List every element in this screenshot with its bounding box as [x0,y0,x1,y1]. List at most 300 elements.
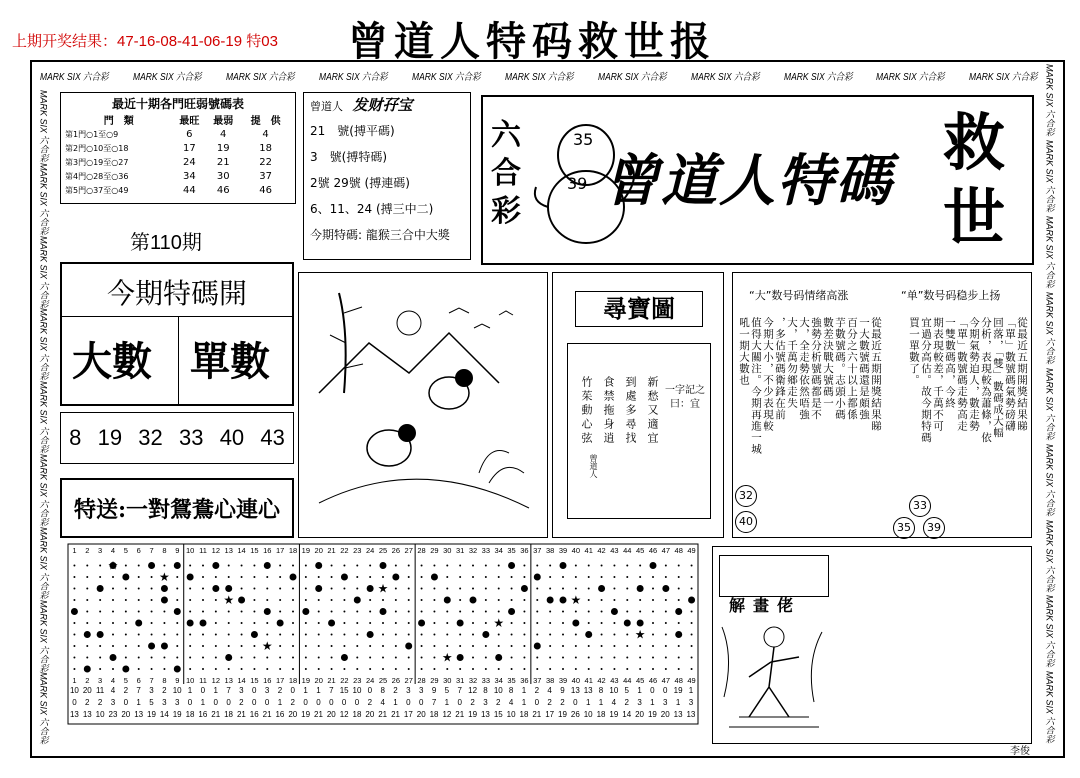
grid-count: 2 [560,698,565,707]
grid-dot [446,588,448,590]
grid-dot [279,634,281,636]
grid-mark [122,574,129,581]
grid-dot [523,634,525,636]
stats-cell: 第3門○19至○27 [65,157,129,167]
logo-number-2: 39 [567,174,588,193]
grid-dot [228,634,230,636]
grid-dot [73,588,75,590]
grid-count: 12 [468,686,478,695]
grid-dot [163,668,165,670]
grid-mark [148,643,155,650]
grid-dot [601,668,603,670]
grid-dot [215,634,217,636]
grid-count: 0 [341,698,347,707]
grid-count: 20 [121,710,131,719]
grid-dot [331,657,333,659]
grid-mark [148,562,155,569]
grid-count: 3 [264,686,270,695]
grid-dot [562,645,564,647]
grid-footer-number: 17 [275,676,285,685]
strip-brand-text: MARK SIX 六合彩 [969,71,1038,83]
grid-dot [408,657,410,659]
grid-dot [626,588,628,590]
grid-dot [382,645,384,647]
grid-count: 9 [431,686,437,695]
grid-mark [277,620,284,627]
grid-star: ★ [261,639,273,653]
grid-count: 2 [367,698,373,707]
grid-count: 0 [290,686,295,695]
grid-number-row [68,710,698,722]
paper-title: 曾道人特码救世报 [348,18,716,65]
fortune-title: 发财孖宝 [352,96,413,114]
grid-mark [187,574,194,581]
grid-dot [562,588,564,590]
grid-count: 20 [660,710,670,719]
strip-brand-text: MARK SIX 六合彩 [1044,291,1055,365]
strip-brand-text: MARK SIX 六合彩 [38,308,49,381]
article-a-column: ，多估號碼衛鋒在前 [774,317,786,421]
article-a-column: 從最近五期開獎結果睇 [870,317,882,432]
grid-count: 7 [226,686,231,695]
grid-dot [382,622,384,624]
grid-dot [523,599,525,601]
grid-dot [202,576,204,578]
stats-cell: 第5門○37至○49 [65,185,129,195]
grid-dot [253,622,255,624]
grid-mark [367,631,374,638]
grid-count: 1 [213,686,218,695]
grid-count: 2 [547,698,552,707]
grid-dot [588,588,590,590]
grid-mark [585,631,592,638]
grid-dot [421,565,423,567]
grid-mark [650,562,657,569]
grid-dot [305,645,307,647]
stats-cell: 24 [182,156,196,168]
grid-mark [84,666,91,673]
grid-header-number: 30 [443,546,452,555]
grid-dot [73,565,75,567]
grid-dot [331,645,333,647]
grid-dot [665,645,667,647]
grid-mark [290,574,297,581]
grid-dot [228,645,230,647]
grid-dot [138,565,140,567]
grid-dot [588,611,590,613]
articles-panel [732,272,1032,538]
grid-footer-number: 21 [327,676,336,685]
grid-dot [279,657,281,659]
grid-mark [637,585,644,592]
grid-dot [266,599,268,601]
grid-header-number: 4 [110,546,116,555]
grid-dot [433,645,435,647]
grid-dot [253,657,255,659]
grid-mark [598,585,605,592]
grid-dot [485,645,487,647]
grid-footer-number: 19 [301,676,311,685]
grid-dot [691,645,693,647]
treasure-title: 尋寶圖 [575,291,703,327]
grid-dot [652,634,654,636]
special-send-text: 特送:一對鴛鴦心連心 [73,496,281,523]
strip-brand-text: MARK SIX 六合彩 [504,71,574,83]
grid-mark [457,654,464,661]
grid-dot [588,576,590,578]
grid-header-number: 5 [123,546,128,555]
grid-dot [86,565,88,567]
logo-title-main: 曾道人特碼 [603,148,893,214]
stats-cell: 44 [182,184,196,196]
grid-dot [536,588,538,590]
grid-dot [86,588,88,590]
grid-dot [343,611,345,613]
grid-count: 7 [431,698,437,707]
stats-row [65,155,291,169]
grid-footer-number: 41 [584,676,593,685]
grid-count: 8 [598,686,604,695]
grid-footer-number: 13 [224,676,233,685]
grid-dot [691,611,693,613]
grid-dot [408,668,410,670]
grid-dot [626,634,628,636]
grid-dot [459,611,461,613]
grid-dot [112,611,114,613]
grid-count: 0 [123,698,129,707]
grid-mark [174,608,181,615]
grid-dot [241,565,243,567]
grid-mark [225,654,232,661]
grid-dot [369,645,371,647]
grid-count: 0 [663,686,668,695]
grid-dot [292,588,294,590]
article-a-column: 今期大小，不少表現較 [762,317,774,432]
grid-dot [189,599,191,601]
grid-dot [86,576,88,578]
grid-footer-number: 29 [430,676,439,685]
grid-mark [238,597,245,604]
grid-dot [138,668,140,670]
grid-footer-number: 12 [211,676,221,685]
grid-dot [253,588,255,590]
grid-mark [611,608,618,615]
grid-count: 26 [570,710,580,719]
grid-mark [675,608,682,615]
grid-count: 18 [224,710,233,719]
grid-header-number: 14 [237,546,246,555]
grid-dot [73,657,75,659]
strip-brand-text: MARK SIX 六合彩 [40,71,109,83]
treasure-hint: 一字記之曰：宜 [665,385,705,410]
logo-panel [481,95,1034,265]
grid-mark [392,574,399,581]
grid-dot [331,634,333,636]
grid-dot [395,634,397,636]
grid-dot [446,611,448,613]
grid-dot [253,611,255,613]
grid-dot [421,645,423,647]
grid-mark [161,643,168,650]
grid-count: 1 [187,686,193,695]
grid-dot [536,668,538,670]
grid-dot [562,576,564,578]
grid-dot [241,622,243,624]
grid-dot [279,599,281,601]
grid-dot [382,634,384,636]
grid-dot [331,611,333,613]
grid-dot [163,657,165,659]
article-b-column: 回落，「雙」數碼成大幅 [992,317,1004,439]
grid-dot [356,622,358,624]
right-brand-strip [1040,64,1060,744]
grid-mark [212,585,219,592]
grid-dot [408,622,410,624]
grid-count: 1 [444,698,450,707]
grid-dot [356,668,358,670]
grid-dot [498,599,500,601]
lucky-number: 8 [69,425,82,450]
grid-dot [433,588,435,590]
grid-dot [138,611,140,613]
article-a-title: “大”数号码情绪高涨 [749,289,849,302]
grid-header-number: 8 [162,546,167,555]
grid-dot [73,634,75,636]
grid-dot [266,588,268,590]
grid-dot [202,611,204,613]
grid-footer-number: 16 [263,676,272,685]
grid-dot [266,668,268,670]
grid-dot [459,645,461,647]
grid-dot [138,599,140,601]
grid-dot [241,657,243,659]
grid-dot [253,668,255,670]
grid-dot [369,576,371,578]
grid-dot [202,588,204,590]
grid-star: ★ [441,650,453,665]
grid-dot [575,576,577,578]
grid-dot [601,634,603,636]
grid-dot [163,611,165,613]
strip-brand-text: MARK SIX 六合彩 [1044,367,1055,441]
grid-footer-number: 31 [455,676,465,685]
grid-dot [549,622,551,624]
grid-dot [691,657,693,659]
grid-dot [523,611,525,613]
grid-dot [138,657,140,659]
grid-dot [343,599,345,601]
strip-brand-text: MARK SIX 六合彩 [597,71,667,83]
grid-dot [433,668,435,670]
grid-header-number: 36 [520,546,529,555]
fortune-panel [303,92,471,260]
grid-dot [485,657,487,659]
grid-count: 0 [264,698,270,707]
grid-star: ★ [223,593,235,607]
grid-dot [639,611,641,613]
grid-footer-number: 28 [417,676,426,685]
highlight-circle: 39 [923,517,945,539]
panda-scene-image [299,273,545,535]
grid-dot [292,611,294,613]
strip-brand-text: MARK SIX 六合彩 [38,90,49,163]
grid-count: 5 [444,686,450,695]
grid-dot [549,668,551,670]
grid-dot [433,565,435,567]
left-brand-strip [34,90,54,745]
grid-header-number: 33 [481,546,491,555]
grid-count: 4 [508,698,514,707]
grid-dot [202,645,204,647]
article-a-column: 芋數號碼。志頭小碼 [834,317,846,421]
grid-header-number: 46 [648,546,658,555]
grid-count: 0 [406,698,411,707]
grid-count: 5 [624,686,629,695]
grid-header-number: 7 [149,546,154,555]
grid-dot [86,657,88,659]
grid-count: 7 [329,686,334,695]
poem-line: 到處多尋找 [624,376,637,446]
stats-cell: 第4門○28至○36 [65,171,129,181]
grid-dot [511,668,513,670]
grid-dot [601,645,603,647]
grid-dot [549,588,551,590]
grid-dot [331,668,333,670]
grid-dot [331,588,333,590]
grid-dot [151,588,153,590]
strip-brand-text: MARK SIX 六合彩 [1044,595,1055,668]
grid-dot [421,599,423,601]
lucky-number: 40 [219,425,245,450]
grid-mark [560,562,567,569]
grid-dot [626,668,628,670]
fortune-lines [310,118,464,222]
grid-dot [459,588,461,590]
grid-count: 13 [583,686,593,695]
grid-header-number: 25 [378,546,388,555]
grid-count: 2 [470,698,475,707]
grid-header-number: 45 [635,546,645,555]
grid-dot [536,611,538,613]
grid-dot [292,565,294,567]
grid-dot [665,657,667,659]
grid-footer-number: 39 [558,676,568,685]
grid-dot [601,599,603,601]
special-send-panel [60,478,294,538]
grid-dot [292,657,294,659]
grid-mark [212,562,219,569]
grid-footer-number: 23 [353,676,362,685]
grid-dot [202,634,204,636]
grid-dot [395,599,397,601]
grid-count: 14 [622,710,632,719]
article-b-column: 今期氣勢迫人，數走勢 [968,317,980,432]
grid-dot [665,611,667,613]
grid-count: 18 [185,710,195,719]
grid-dot [356,588,358,590]
grid-mark [534,643,541,650]
grid-mark [495,654,502,661]
grid-dot [73,622,75,624]
grid-mark [624,620,631,627]
article-b-column: 「單」數號碼走勢高走 [956,317,968,432]
grid-dot [395,622,397,624]
grid-dot [151,622,153,624]
grid-dot [408,588,410,590]
grid-mark [71,608,78,615]
grid-mark [508,608,515,615]
grid-dot [626,599,628,601]
grid-count: 2 [277,686,283,695]
grid-dot [421,588,423,590]
article-a-column: 值得大關注。今期再進一城 [750,317,762,455]
grid-count: 2 [123,686,129,695]
grid-count: 2 [85,698,90,707]
grid-dot [678,565,680,567]
grid-count: 23 [108,710,118,719]
article-a-column: 大，全走勢依然唔強 [798,317,810,421]
grid-count: 10 [506,710,516,719]
grid-dot [446,645,448,647]
grid-dot [639,668,641,670]
grid-dot [472,565,474,567]
grid-dot [253,576,255,578]
grid-footer-number: 38 [545,676,555,685]
grid-header-number: 28 [417,546,426,555]
grid-header-number: 1 [72,546,77,555]
grid-count: 2 [393,686,398,695]
grid-dot [215,576,217,578]
grid-footer-number: 44 [623,676,632,685]
grid-count: 3 [483,698,488,707]
grid-dot [369,622,371,624]
grid-count: 8 [508,686,514,695]
grid-dot [472,611,474,613]
grid-count: 17 [545,710,555,719]
grid-count: 20 [635,710,644,719]
grid-header-number: 27 [404,546,413,555]
grid-dot [626,576,628,578]
grid-dot [691,576,693,578]
grid-dot [652,645,654,647]
grid-dot [305,622,307,624]
grid-dot [601,622,603,624]
article-b-column: 宜過分高估。故今期特碼 [920,317,932,444]
grid-dot [472,622,474,624]
grid-header-number: 37 [533,546,542,555]
article-a-column: 百分之六十以上都係 [846,317,858,421]
grid-dot [395,588,397,590]
grid-count: 3 [162,698,167,707]
grid-dot [472,657,474,659]
grid-dot [112,588,114,590]
last-result-text: 上期开奖结果：47-16-08-41-06-19 特03 [12,33,278,50]
grid-dot [523,668,525,670]
strip-brand-text: MARK SIX 六合彩 [38,453,49,527]
grid-dot [189,611,191,613]
grid-mark [97,585,104,592]
grid-dot [138,634,140,636]
grid-dot [253,565,255,567]
open-odd: 單數 [190,338,270,385]
fortune-line: 6、11、24 (搏三中二) [310,202,434,216]
grid-mark [122,666,129,673]
grid-footer-number: 32 [468,676,478,685]
grid-dot [395,657,397,659]
grid-dot [318,576,320,578]
grid-dot [356,611,358,613]
grid-count: 18 [429,710,439,719]
